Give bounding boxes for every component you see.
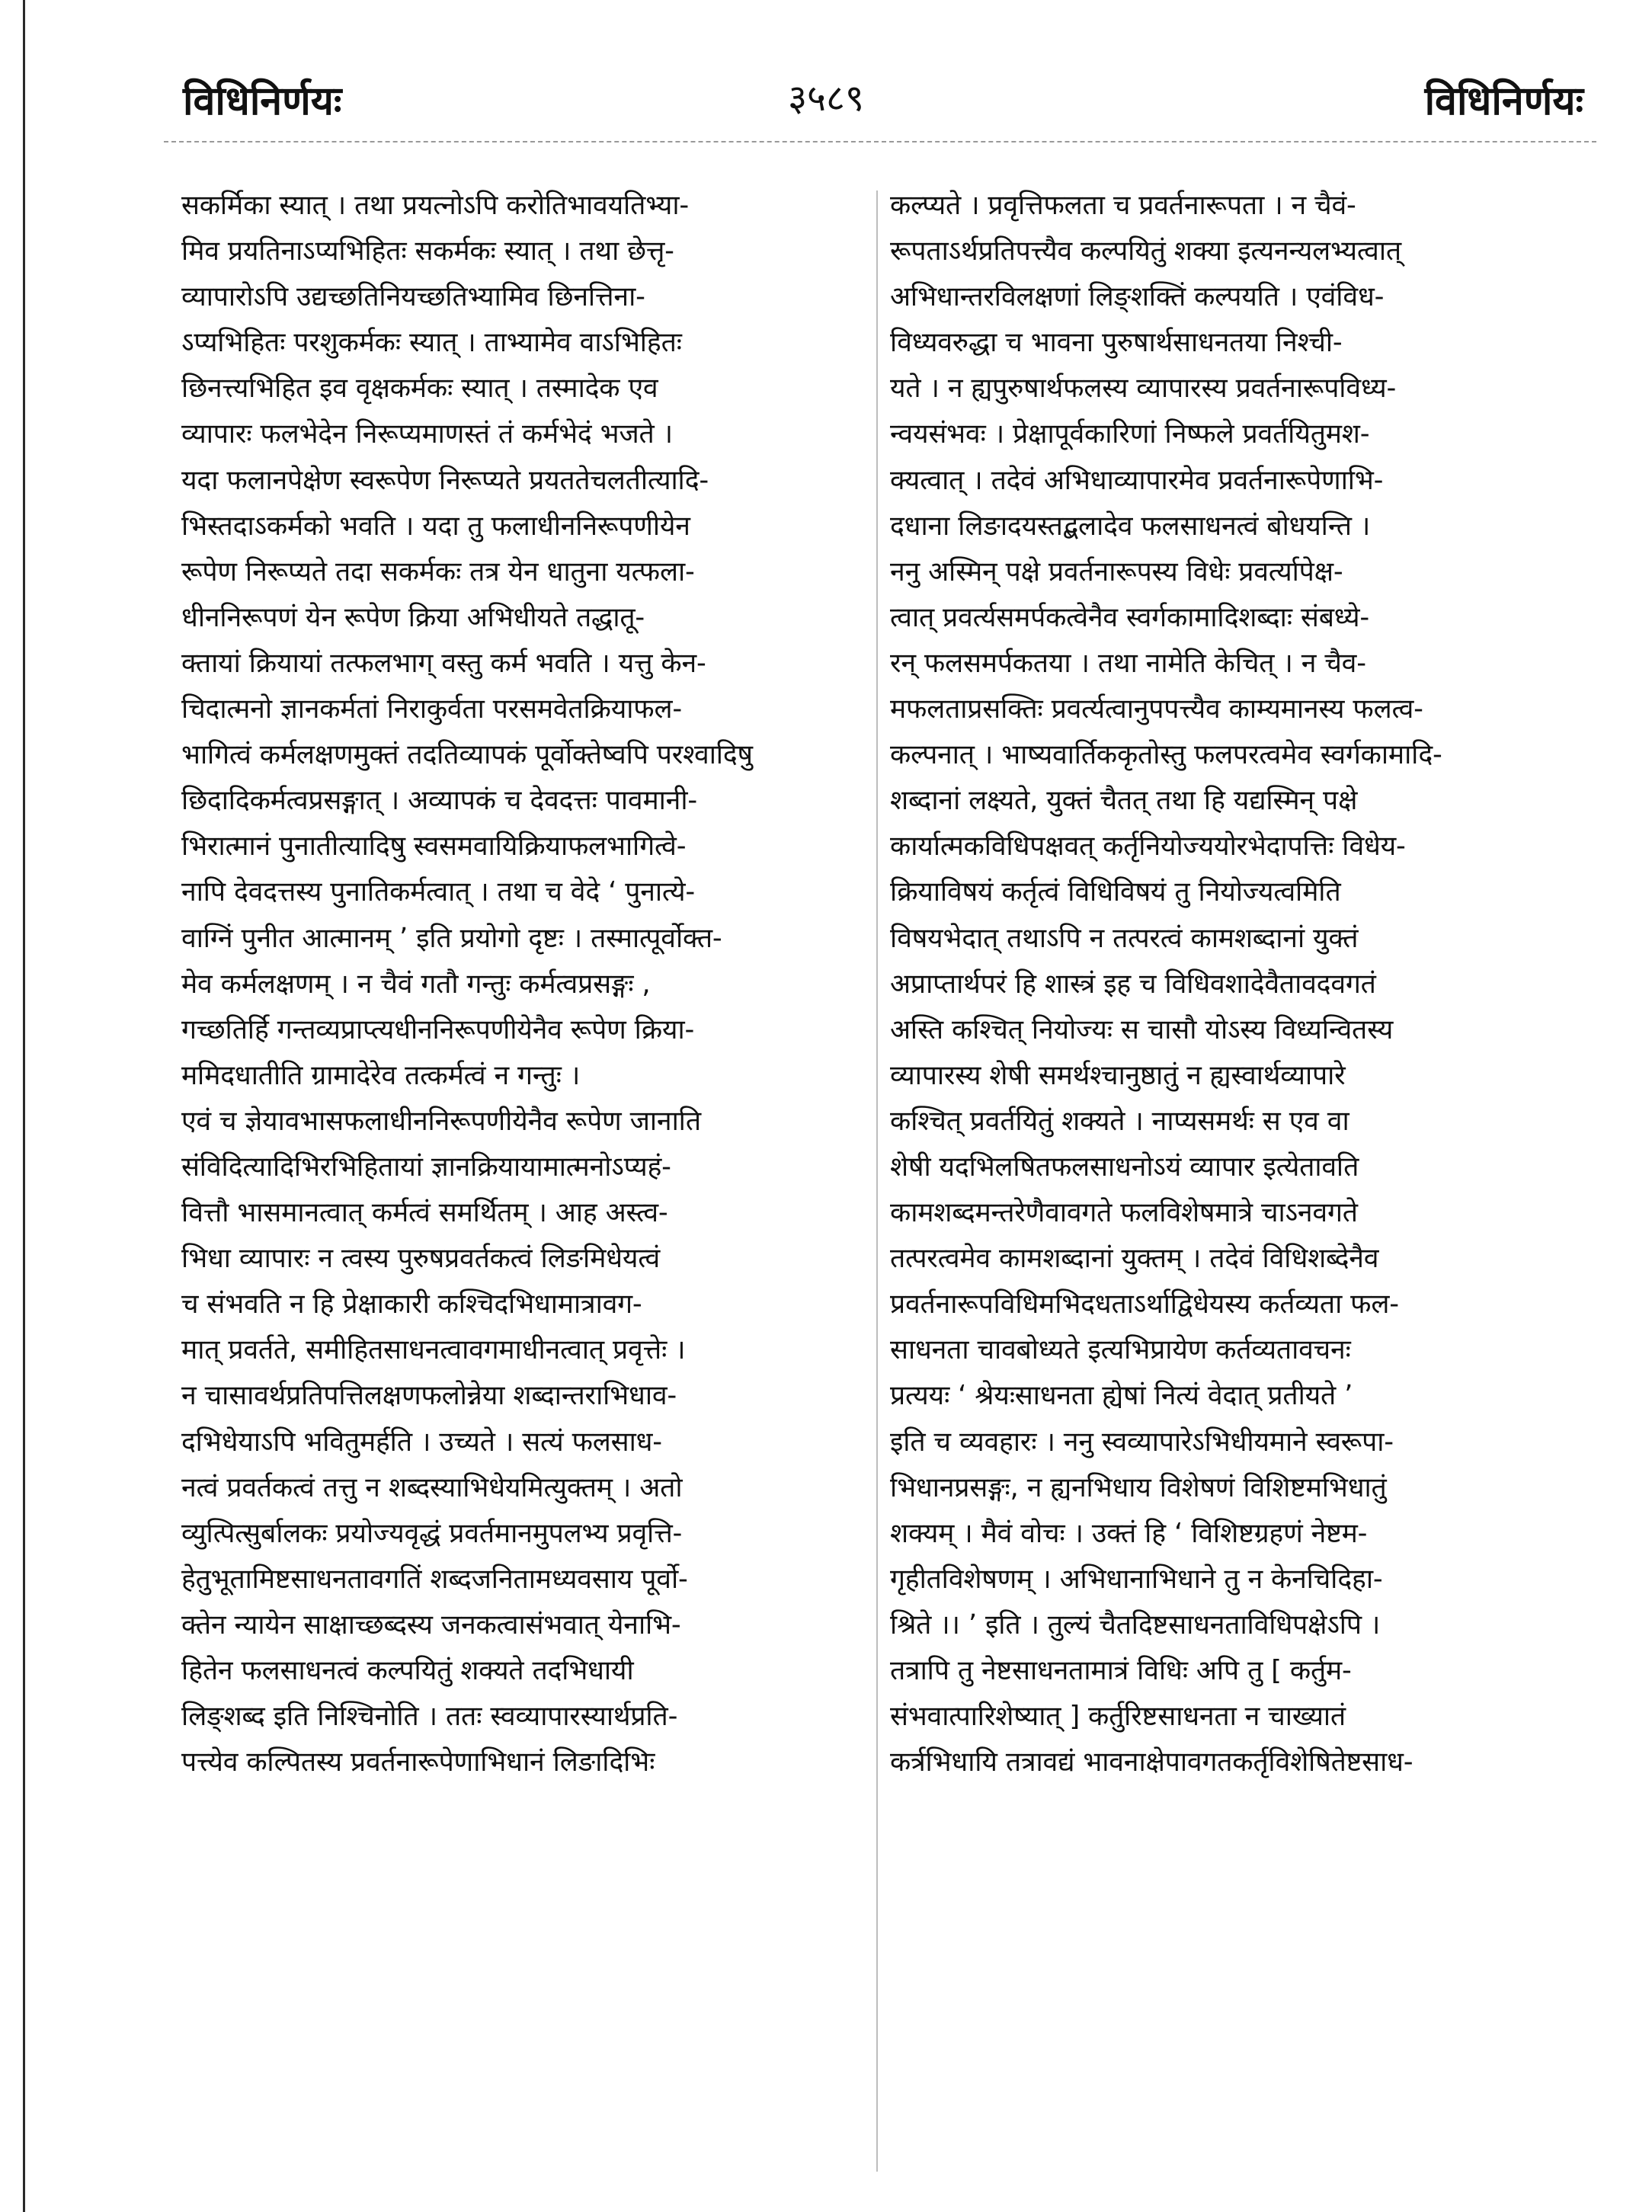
text-line: तत्रापि तु नेष्टसाधनतामात्रं विधिः अपि तु [ कर्तुम- [890,1655,1352,1686]
text-line: हितेन फलसाधनत्वं कल्पयितुं शक्यते तदभिधायी [181,1655,634,1686]
text-line: रूपेण निरूप्यते तदा सकर्मकः तत्र येन धातुना यत्फला- [181,555,695,587]
text-line: दभिधेयाऽपि भवितुमर्हति । उच्यते । सत्यं फलसाध- [181,1426,662,1458]
text-line: वाग्निं पुनीत आत्मानम् ’ इति प्रयोगो दृष्टः । तस्मात्पूर्वोक्त- [181,922,722,954]
text-line: भिधा व्यापारः न त्वस्य पुरुषप्रवर्तकत्वं लिङमिधेयत्वं [181,1243,660,1275]
text-line: क्यत्वात् । तदेवं अभिधाव्यापारमेव प्रवर्तनारूपेणाभि- [890,464,1384,496]
text-line: विध्यवरुद्धा च भावना पुरुषार्थसाधनतया निश्ची- [890,327,1343,359]
text-line: व्यापारः फलभेदेन निरूप्यमाणस्तं तं कर्मभेदं भजते । [181,418,673,450]
text-line: सकर्मिका स्यात् । तथा प्रयत्नोऽपि करोतिभावयतिभ्या- [181,190,689,221]
text-line: संविदित्यादिभिरभिहितायां ज्ञानक्रियायामात्मनोऽप्यहं- [181,1151,671,1183]
header-rule [164,141,1596,142]
page-header [0,72,1652,133]
text-line: कार्यात्मकविधिपक्षवत् कर्तृनियोज्ययोरभेदापत्तिः विधेय- [890,831,1406,863]
text-line: छिनत्त्यभिहित इव वृक्षकर्मकः स्यात् । तस्मादेक एव [181,373,658,405]
text-line: कल्प्यते । प्रवृत्तिफलता च प्रवर्तनारूपता । न चैवं- [890,190,1356,221]
text-line: छिदादिकर्मत्वप्रसङ्गात् । अव्यापकं च देवदत्तः पावमानी- [181,785,697,817]
text-line: श्रिते ।। ’ इति । तुल्यं चैतदिष्टसाधनताविधिपक्षेऽपि । [890,1609,1381,1641]
text-line: भागित्वं कर्मलक्षणमुक्तं तदतिव्यापकं पूर्वोक्तेष्वपि परश्वादिषु [181,739,753,771]
text-line: तत्परत्वमेव कामशब्दानां युक्तम् । तदेवं विधिशब्देनैव [890,1243,1379,1275]
text-line: अभिधान्तरविलक्षणां लिङ्शक्तिं कल्पयति । एवंविध- [890,281,1385,313]
text-line: शक्यम् । मैवं वोचः । उक्तं हि ‘ विशिष्टग्रहणं नेष्टम- [890,1517,1368,1549]
text-line: वित्तौ भासमानत्वात् कर्मत्वं समर्थितम् । आह अस्त्व- [181,1197,668,1229]
text-line: यते । न ह्यपुरुषार्थफलस्य व्यापारस्य प्रवर्तनारूपविध्य- [890,373,1397,405]
column-divider [876,190,878,2172]
text-line: भिधानप्रसङ्गः, न ह्यनभिधाय विशेषणं विशिष्टमभिधातुं [890,1471,1387,1503]
text-line: च संभवति न हि प्रेक्षाकारी कश्चिदभिधामात्रावग- [181,1288,642,1320]
text-line: मात् प्रवर्तते, समीहितसाधनत्वावगमाधीनत्वात् प्रवृत्तेः । [181,1334,686,1366]
left-text-column [181,183,886,1785]
text-line: संभवात्पारिशेष्यात् ] कर्तुरिष्टसाधनता न चाख्यातं [890,1701,1346,1733]
text-line: व्यापारोऽपि उद्यच्छतिनियच्छतिभ्यामिव छिनत्तिना- [181,281,645,313]
text-line: कर्त्रभिधायि तत्रावद्यं भावनाक्षेपावगतकर्तृविशेषितेष्टसाध- [890,1746,1413,1778]
text-line: भिरात्मानं पुनातीत्यादिषु स्वसमवायिक्रियाफलभागित्वे- [181,831,687,863]
text-line: साधनता चावबोध्यते इत्यभिप्रायेण कर्तव्यतावचनः [890,1334,1351,1366]
text-line: मिव प्रयतिनाऽप्यभिहितः सकर्मकः स्यात् । तथा छेत्तृ- [181,235,674,267]
text-line: व्युत्पित्सुर्बालकः प्रयोज्यवृद्धं प्रवर्तमानमुपलभ्य प्रवृत्ति- [181,1517,683,1549]
text-line: विषयभेदात् तथाऽपि न तत्परत्वं कामशब्दानां युक्तं [890,922,1359,954]
text-line: शेषी यदभिलषितफलसाधनोऽयं व्यापार इत्येतावति [890,1151,1359,1183]
text-line: त्वात् प्रवर्त्यसमर्पकत्वेनैव स्वर्गकामादिशब्दाः संबध्ये- [890,601,1369,633]
running-title-right: विधिनिर्णयः [1424,78,1583,124]
text-line: दधाना लिङादयस्तद्बलादेव फलसाधनत्वं बोधयन्ति । [890,510,1371,542]
text-line: भिस्तदाऽकर्मको भवति । यदा तु फलाधीननिरूपणीयेन [181,510,690,542]
text-line: प्रवर्तनारूपविधिमभिदधताऽर्थाद्विधेयस्य कर्तव्यता फल- [890,1288,1399,1320]
text-line: कश्चित् प्रवर्तयितुं शक्यते । नाप्यसमर्थः स एव वा [890,1105,1349,1137]
text-line: हेतुभूतामिष्टसाधनतावगतिं शब्दजनितामध्यवसाय पूर्वो- [181,1563,688,1595]
text-line: ममिदधातीति ग्रामादेरेव तत्कर्मत्वं न गन्तुः । [181,1059,581,1091]
right-text-column [890,183,1595,1785]
text-line: रूपताऽर्थप्रतिपत्त्यैव कल्पयितुं शक्या इत्यनन्यलभ्यत्वात् [890,235,1401,267]
text-line: एवं च ज्ञेयावभासफलाधीननिरूपणीयेनैव रूपेण जानाति [181,1105,701,1137]
text-line: रन् फलसमर्पकतया । तथा नामेति केचित् । न चैव- [890,647,1366,679]
text-line: न चासावर्थप्रतिपत्तिलक्षणफलोन्नेया शब्दान्तराभिधाव- [181,1380,677,1412]
text-line: क्रियाविषयं कर्तृत्वं विधिविषयं तु नियोज्यत्वमिति [890,876,1341,908]
text-line: क्तायां क्रियायां तत्फलभाग् वस्तु कर्म भवति । यत्तु केन- [181,647,706,679]
text-line: शब्दानां लक्ष्यते, युक्तं चैतत् तथा हि यद्यस्मिन् पक्षे [890,785,1358,817]
text-line: यदा फलानपेक्षेण स्वरूपेण निरूप्यते प्रयततेचलतीत्यादि- [181,464,709,496]
text-line: पत्त्येव कल्पितस्य प्रवर्तनारूपेणाभिधानं लिङादिभिः [181,1746,655,1778]
text-line: ऽप्यभिहितः परशुकर्मकः स्यात् । ताभ्यामेव वाऽभिहितः [181,327,682,359]
text-line: कल्पनात् । भाष्यवार्तिककृतोस्तु फलपरत्वमेव स्वर्गकामादि- [890,739,1442,771]
text-line: धीननिरूपणं येन रूपेण क्रिया अभिधीयते तद्धातू- [181,601,645,633]
text-line: लिङ्शब्द इति निश्चिनोति । ततः स्वव्यापारस्यार्थप्रति- [181,1701,678,1733]
text-line: क्तेन न्यायेन साक्षाच्छब्दस्य जनकत्वासंभवात् येनाभि- [181,1609,681,1641]
text-line: गच्छतिर्हि गन्तव्यप्राप्त्यधीननिरूपणीयेनैव रूपेण क्रिया- [181,1013,695,1045]
text-line: व्यापारस्य शेषी समर्थश्चानुष्ठातुं न ह्यस्वार्थव्यापारे [890,1059,1346,1091]
page-number: ३५८९ [788,77,864,120]
text-line: कामशब्दमन्तरेणैवावगते फलविशेषमात्रे चाऽनवगते [890,1197,1358,1229]
text-line: चिदात्मनो ज्ञानकर्मतां निराकुर्वता परसमवेतक्रियाफल- [181,693,682,725]
text-line: प्रत्ययः ‘ श्रेयःसाधनता ह्येषां नित्यं वेदात् प्रतीयते ’ [890,1380,1353,1412]
text-line: नापि देवदत्तस्य पुनातिकर्मत्वात् । तथा च वेदे ‘ पुनात्ये- [181,876,695,908]
text-line: मेव कर्मलक्षणम् । न चैवं गतौ गन्तुः कर्मत्वप्रसङ्गः , [181,968,651,1000]
text-line: न्वयसंभवः । प्रेक्षापूर्वकारिणां निष्फले प्रवर्तयितुमश- [890,418,1370,450]
text-line: ननु अस्मिन् पक्षे प्रवर्तनारूपस्य विधेः प्रवर्त्यापेक्ष- [890,555,1343,587]
text-line: गृहीतविशेषणम् । अभिधानाभिधाने तु न केनचिदिहा- [890,1563,1383,1595]
text-line: नत्वं प्रवर्तकत्वं तत्तु न शब्दस्याभिधेयमित्युक्तम् । अतो [181,1471,683,1503]
scan-margin-line [23,0,25,2212]
text-line: अस्ति कश्चित् नियोज्यः स चासौ योऽस्य विध्यन्वितस्य [890,1013,1394,1045]
text-line: मफलताप्रसक्तिः प्रवर्त्यत्वानुपपत्त्यैव काम्यमानस्य फलत्व- [890,693,1423,725]
running-title-left: विधिनिर्णयः [183,78,342,124]
text-line: अप्राप्तार्थपरं हि शास्त्रं इह च विधिवशादेवैतावदवगतं [890,968,1376,1000]
text-line: इति च व्यवहारः । ननु स्वव्यापारेऽभिधीयमाने स्वरूपा- [890,1426,1394,1458]
